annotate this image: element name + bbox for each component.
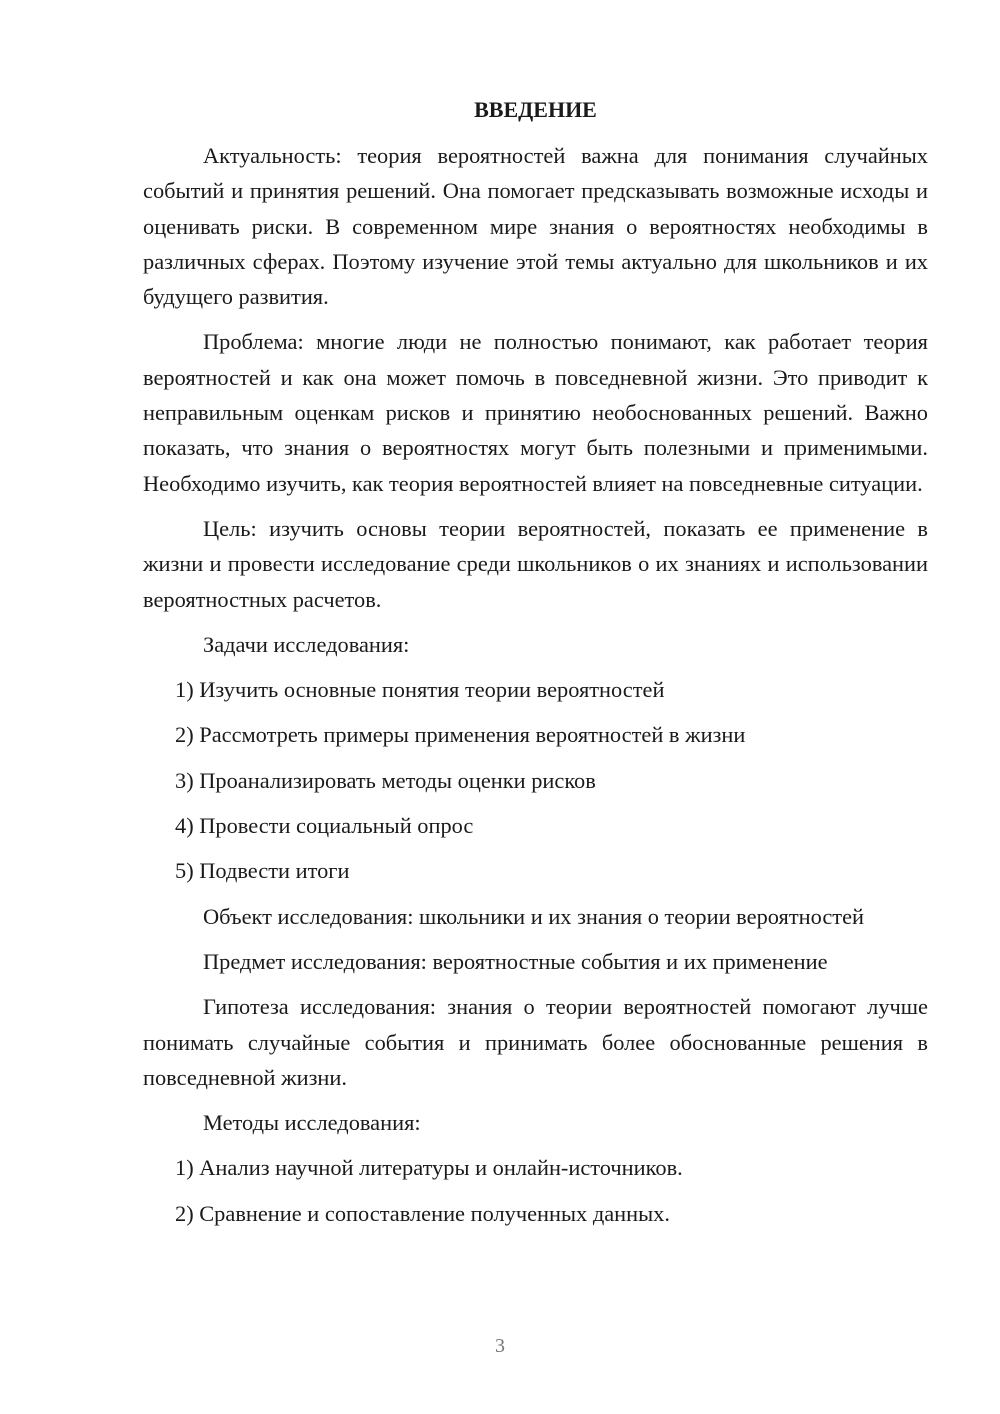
page-content <box>143 96 928 1241</box>
tasks-list <box>143 672 928 888</box>
problem-paragraph: Проблема: многие люди не полностью понимают, как работает теория вероятностей и как она может помочь в повседневной жизни. Это приводит к неправильным оценкам рисков и принятию необоснованных решений. Важно показать, что знания о вероятностях могут быть полезными и применимыми. Необходимо изучить, как теория вероятностей влияет на повседневные ситуации. <box>143 329 928 496</box>
section-title: ВВЕДЕНИЕ <box>474 97 597 122</box>
methods-heading: Методы исследования: <box>203 1110 421 1136</box>
relevance-paragraph: Актуальность: теория вероятностей важна для понимания случайных событий и принятия решений. Она помогает предсказывать возможные исходы и оценивать риски. В современном мире знания о вероятностях необходимы в различных сферах. Поэтому изучение этой темы актуально для школьников и их будущего развития. <box>143 143 928 310</box>
method-item: 2) Сравнение и сопоставление полученных данных. <box>175 1200 670 1226</box>
object-paragraph: Объект исследования: школьники и их знания о теории вероятностей <box>203 903 864 929</box>
task-item: 5) Подвести итоги <box>175 858 350 884</box>
tasks-heading: Задачи исследования: <box>203 631 410 657</box>
methods-list <box>143 1150 928 1231</box>
page-number: 3 <box>495 1335 505 1357</box>
method-item: 1) Анализ научной литературы и онлайн-источников. <box>175 1155 683 1181</box>
task-item: 3) Проанализировать методы оценки рисков <box>175 767 596 793</box>
hypothesis-paragraph: Гипотеза исследования: знания о теории вероятностей помогают лучше понимать случайные события и принимать более обоснованные решения в повседневной жизни. <box>143 994 928 1090</box>
task-item: 2) Рассмотреть примеры применения вероятностей в жизни <box>175 722 746 748</box>
task-item: 4) Провести социальный опрос <box>175 813 474 839</box>
task-item: 1) Изучить основные понятия теории вероятностей <box>175 677 665 703</box>
subject-paragraph: Предмет исследования: вероятностные события и их применение <box>203 948 828 974</box>
goal-paragraph: Цель: изучить основы теории вероятностей, показать ее применение в жизни и провести исследование среди школьников о их знаниях и использовании вероятностных расчетов. <box>143 515 928 612</box>
